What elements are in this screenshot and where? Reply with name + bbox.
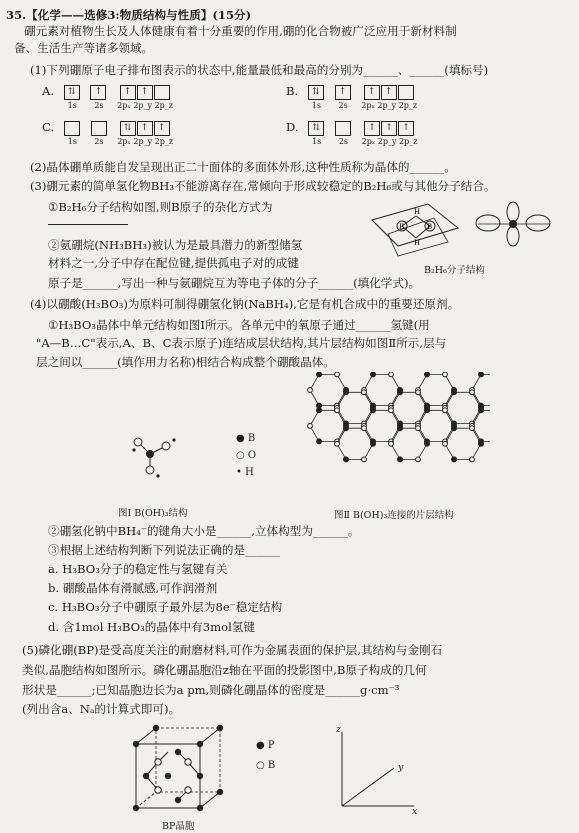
bp-unit-cell-figure (130, 722, 240, 814)
orbital-1s-label: 1s (67, 100, 77, 110)
boron-legend-icon: ○ (256, 760, 265, 771)
orbital-2s-label: 2s (338, 136, 349, 146)
legend-o-label: O (247, 450, 257, 461)
part-4-sub-3: ③根据上述结构判断下列说法正确的是______ (48, 543, 280, 557)
intro-line-2: 备、生活生产等诸多领域。 (14, 41, 154, 55)
intro-line-1: 硼元素对植物生长及人体健康有着十分重要的作用,硼的化合物被广泛应用于新材料制 (24, 24, 457, 38)
orbital-2s-label: 2s (94, 100, 104, 110)
option-c: C. 1s 2s ⇅ ↑ ↑ 2pₓ 2p_y 2p_z (42, 120, 174, 146)
part-3-sub-2-line-1: ②氨硼烷(NH₃BH₃)被认为是最具潜力的新型储氢 (48, 238, 303, 252)
part-4-sub-1-line-1: ①H₃BO₃晶体中单元结构如图Ⅰ所示。各单元中的氧原子通过______氢键(用 (48, 318, 430, 332)
svg-text:B: B (399, 223, 405, 231)
axis-x-label: x (412, 806, 418, 817)
option-d: D. ⇅ 1s 2s ↑ ↑ ↑ 2pₓ 2p_y 2p_z (286, 120, 418, 146)
question-header: 35.【化学——选修3:物质结构与性质】(15分) (6, 8, 252, 22)
orbital-2s-label: 2s (94, 136, 104, 146)
part-4-sub-1-line-2: "A—B…C"表示,A、B、C表示原子)连结成层状结构,其片层结构如图Ⅱ所示,层与 (36, 336, 447, 350)
choice-a: a. H₃BO₃分子的稳定性与氢键有关 (48, 562, 228, 576)
figure-2-caption: 图Ⅱ B(OH)₃连接的片层结构 (334, 510, 454, 521)
part-4-sub-1-line-3: 层之间以______(填作用力名称)相结合构成整个硼酸晶体。 (36, 355, 335, 369)
b2h6-structure-figure (368, 198, 568, 262)
b2h6-caption: B₂H₆分子结构 (424, 265, 485, 276)
axis-y-label: y (398, 762, 404, 773)
orbital-2p-label: 2pₓ 2p_y 2p_z (117, 136, 174, 146)
option-a-label: A. (42, 84, 55, 98)
part-5-line-1: (5)磷化硼(BP)是受高度关注的耐磨材料,可作为金属表面的保护层,其结构与金刚石 (22, 643, 443, 657)
bp-caption: BP晶胞 (162, 821, 195, 832)
hydrogen-legend-icon: • (236, 467, 242, 478)
boron-legend-icon: ● (236, 433, 245, 444)
phosphorus-legend-icon: ● (256, 740, 265, 751)
orbital-1s-label: 1s (311, 100, 321, 110)
option-b-label: B. (286, 84, 299, 98)
oxygen-legend-icon: ○ (236, 450, 245, 461)
legend-h-label: H (245, 467, 254, 478)
bp-legend (256, 736, 275, 776)
svg-text:H: H (414, 239, 421, 247)
boh3-unit-figure (128, 430, 188, 480)
svg-text:H: H (414, 208, 421, 216)
legend (236, 430, 256, 481)
part-3-sub-2-line-2: 材料之一,分子中存在配位键,提供孤电子对的成键 (48, 256, 299, 270)
legend-p-label: P (267, 740, 275, 751)
svg-text:B: B (427, 223, 433, 231)
part-5-line-4: (列出含a、Nₐ的计算式即可)。 (22, 702, 181, 716)
legend-b-label: B (247, 433, 256, 444)
choice-d: d. 含1mol H₃BO₃的晶体中有3mol氢键 (48, 620, 255, 634)
option-a: A. ⇅ 1s ↑ 2s ↑ ↑ 2pₓ 2p_y 2p_z (42, 84, 173, 110)
part-3-sub-1: ①B₂H₆分子结构如图,则B原子的杂化方式为 (48, 200, 273, 214)
option-d-label: D. (286, 120, 299, 134)
part-5-line-3: 形状是______;已知晶胞边长为a pm,则磷化硼晶体的密度是______g·cm⁻³ (22, 683, 400, 697)
part-4-prompt: (4)以硼酸(H₃BO₃)为原料可制得硼氢化钠(NaBH₄),它是有机合成中的重要还原剂。 (30, 297, 460, 311)
orbital-1s-label: 1s (312, 136, 322, 146)
axis-z-label: z (336, 724, 342, 735)
part-5-line-2: 类似,晶胞结构如图所示。磷化硼晶胞沿z轴在平面的投影图中,B原子构成的几何 (22, 663, 427, 677)
boh3-layer-figure (300, 372, 490, 502)
choice-b: b. 硼酸晶体有滑腻感,可作润滑剂 (48, 581, 218, 595)
figure-1-caption: 图Ⅰ B(OH)₃结构 (118, 508, 188, 519)
part-3-sub-1-blank (48, 214, 128, 228)
orbital-2p-label: 2pₓ 2p_y 2p_z (361, 100, 418, 110)
choice-c: c. H₃BO₃分子中硼原子最外层为8e⁻稳定结构 (48, 600, 283, 614)
projection-axes-figure (334, 728, 418, 816)
part-3-prompt: (3)硼元素的简单氢化物BH₃不能游离存在,常倾向于形成较稳定的B₂H₆或与其他分子结合。 (30, 179, 496, 193)
option-b: B. ⇅ 1s ↑ 2s ↑ ↑ 2pₓ 2p_y 2p_z (286, 84, 418, 110)
orbital-2s-label: 2s (338, 100, 348, 110)
part-2-prompt: (2)晶体硼单质能自发呈现出正二十面体的多面体外形,这种性质称为晶体的______。 (30, 160, 456, 174)
option-c-label: C. (42, 120, 55, 134)
orbital-2p-label: 2pₓ 2p_y 2p_z (117, 100, 173, 110)
part-3-sub-2-line-3: 原子是______,写出一种与氨硼烷互为等电子体的分子______(填化学式)。 (48, 276, 421, 290)
part-1-prompt: (1)下列硼原子电子排布图表示的状态中,能量最低和最高的分别为______、______(填标号) (30, 63, 489, 77)
orbital-2p-label: 2pₓ 2p_y 2p_z (361, 136, 418, 146)
orbital-1s-label: 1s (67, 136, 77, 146)
legend-b2-label: B (267, 760, 276, 771)
part-4-sub-2: ②硼氢化钠中BH₄⁻的键角大小是______,立体构型为______。 (48, 524, 360, 538)
